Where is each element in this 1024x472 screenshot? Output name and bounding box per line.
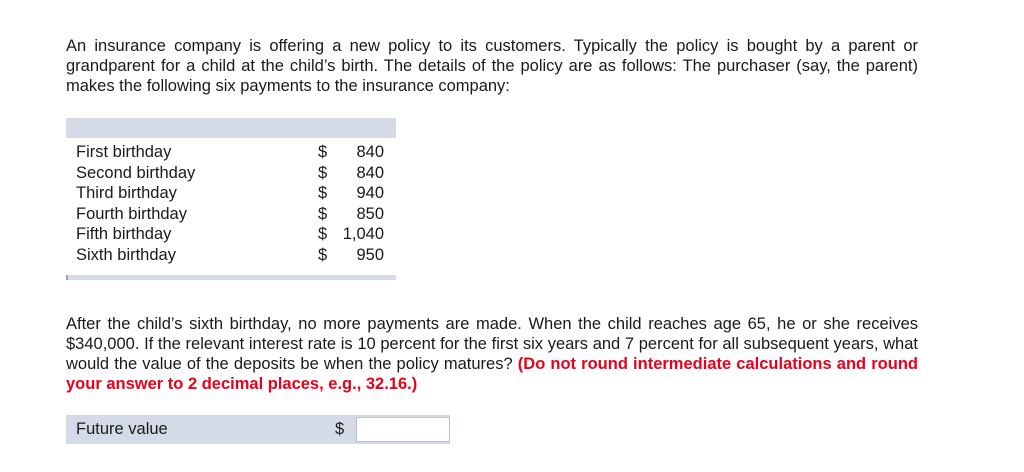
payment-label: Second birthday [76, 163, 196, 182]
payment-label: Fourth birthday [76, 204, 187, 223]
table-row [66, 183, 396, 204]
payments-table-header [66, 118, 396, 138]
payment-label: Sixth birthday [76, 245, 176, 264]
payments-table [66, 118, 396, 280]
payment-amount: 940 [356, 184, 384, 202]
currency-symbol: $ [318, 225, 328, 243]
currency-symbol: $ [318, 204, 328, 223]
payment-amount: 840 [356, 163, 384, 182]
currency-symbol: $ [318, 245, 328, 264]
problem-intro: An insurance company is offering a new policy to its customers. Typically the policy is bought by a parent or grandparent for a child at the child’s birth. The details of the policy are as follows: The purchaser (say, the parent) makes the following six payments to the insurance company: [66, 37, 918, 95]
payment-amount: 1,040 [342, 225, 384, 243]
table-row [66, 224, 396, 245]
payment-label: Fifth birthday [76, 225, 172, 243]
currency-symbol: $ [335, 420, 345, 438]
payments-table-footer [66, 275, 396, 280]
answer-row [66, 415, 450, 444]
payment-label: Third birthday [76, 184, 177, 202]
table-row [66, 142, 396, 163]
payment-amount: 850 [356, 204, 384, 223]
table-row [66, 245, 396, 266]
problem-question [66, 314, 918, 394]
future-value-input[interactable] [356, 417, 450, 442]
rounding-instruction: (Do not round intermediate calculations and round your answer to 2 decimal places, e.g., 32.16.) [66, 355, 918, 393]
table-row [66, 163, 396, 184]
currency-symbol: $ [318, 143, 328, 161]
payment-amount: 840 [356, 143, 384, 161]
payment-amount: 950 [356, 245, 384, 264]
payment-label: First birthday [76, 143, 172, 161]
currency-symbol: $ [318, 163, 328, 182]
question-text: After the child’s sixth birthday, no more payments are made. When the child reaches age 65, he or she receives $340,000. If the relevant interest rate is 10 percent for the first six years and 7 percent for all subsequent years, what would the value of the deposits be when the policy matures? [66, 315, 918, 373]
currency-symbol: $ [318, 184, 328, 202]
table-row [66, 204, 396, 225]
future-value-label: Future value [76, 420, 168, 438]
